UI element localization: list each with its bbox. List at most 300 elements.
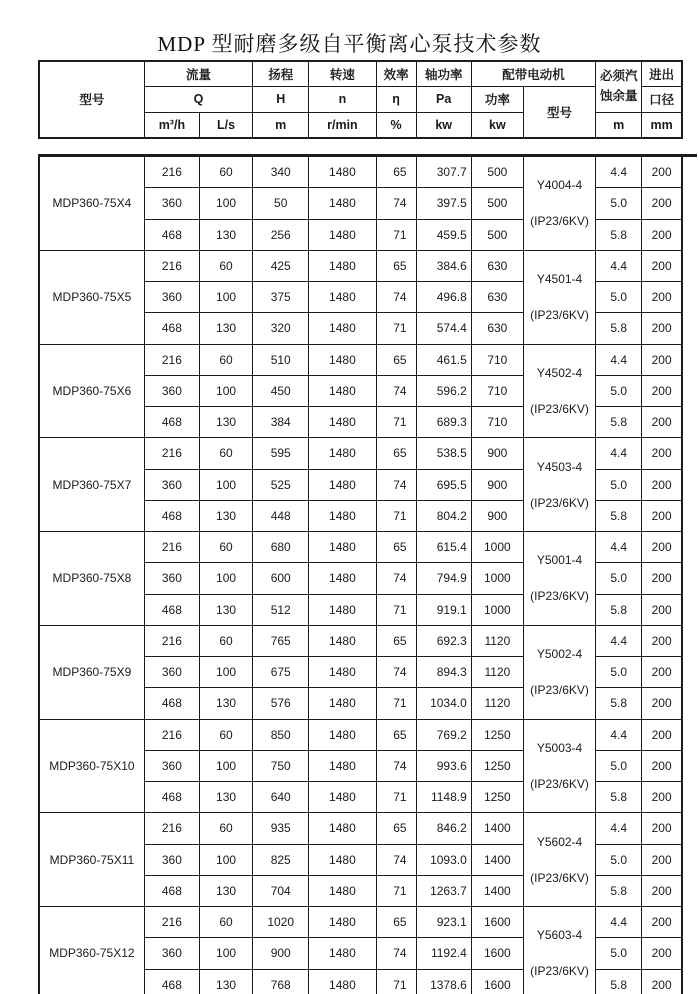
shaft-power-cell: 574.4 <box>416 313 471 344</box>
model-cell: MDP360-75X9 <box>39 625 144 719</box>
flow-m3h-cell: 468 <box>144 782 199 813</box>
flow-ls-cell: 100 <box>199 282 252 313</box>
flow-ls-cell: 100 <box>199 938 252 969</box>
bore-cell: 200 <box>642 813 682 844</box>
shaft-power-cell: 919.1 <box>416 594 471 625</box>
motor-power-cell: 710 <box>471 407 523 438</box>
table-row <box>39 532 682 563</box>
motor-power-cell: 1120 <box>471 688 523 719</box>
efficiency-cell: 74 <box>376 375 416 406</box>
bore-cell: 200 <box>642 594 682 625</box>
motor-model-cell <box>523 532 595 626</box>
table-row <box>39 438 682 469</box>
header-motor-model: 型号 <box>523 87 595 138</box>
motor-model-line: Y5003-4 <box>536 740 583 755</box>
header-efficiency-symbol: η <box>376 87 416 112</box>
efficiency-cell: 74 <box>376 563 416 594</box>
head-cell: 825 <box>253 844 309 875</box>
flow-ls-cell: 60 <box>199 813 252 844</box>
bore-cell: 200 <box>642 438 682 469</box>
motor-power-cell: 900 <box>471 500 523 531</box>
model-cell: MDP360-75X10 <box>39 719 144 813</box>
npsh-cell: 4.4 <box>596 250 642 281</box>
motor-spec-line: (IP23/6KV) <box>530 589 589 604</box>
bore-cell: 200 <box>642 875 682 906</box>
npsh-cell: 5.0 <box>596 750 642 781</box>
efficiency-cell: 65 <box>376 250 416 281</box>
flow-ls-cell: 100 <box>199 750 252 781</box>
efficiency-cell: 71 <box>376 219 416 250</box>
motor-model-line: Y5602-4 <box>536 834 583 849</box>
spec-table-body <box>38 154 683 994</box>
bore-cell: 200 <box>642 782 682 813</box>
shaft-power-cell: 923.1 <box>416 907 471 938</box>
page-title: MDP 型耐磨多级自平衡离心泵技术参数 <box>157 32 542 56</box>
motor-spec-line: (IP23/6KV) <box>530 964 589 979</box>
flow-m3h-cell: 216 <box>144 250 199 281</box>
motor-power-cell: 500 <box>471 219 523 250</box>
flow-m3h-cell: 468 <box>144 688 199 719</box>
head-cell: 320 <box>253 313 309 344</box>
flow-ls-cell: 60 <box>199 532 252 563</box>
motor-power-cell: 1600 <box>471 969 523 994</box>
motor-spec-line: (IP23/6KV) <box>530 776 589 791</box>
bore-cell: 200 <box>642 938 682 969</box>
motor-spec-line: (IP23/6KV) <box>530 401 589 416</box>
speed-cell: 1480 <box>309 719 376 750</box>
flow-m3h-cell: 360 <box>144 657 199 688</box>
bore-cell: 200 <box>642 219 682 250</box>
flow-m3h-cell: 216 <box>144 156 199 188</box>
speed-cell: 1480 <box>309 375 376 406</box>
header-model: 型号 <box>39 61 144 138</box>
npsh-cell: 5.0 <box>596 469 642 500</box>
bore-cell: 200 <box>642 563 682 594</box>
header-flow-unit-ls: L/s <box>199 112 252 138</box>
motor-spec-line: (IP23/6KV) <box>530 870 589 885</box>
npsh-cell: 5.8 <box>596 594 642 625</box>
bore-cell: 200 <box>642 750 682 781</box>
shaft-power-cell: 692.3 <box>416 625 471 656</box>
npsh-cell: 5.8 <box>596 219 642 250</box>
flow-ls-cell: 100 <box>199 469 252 500</box>
npsh-cell: 5.0 <box>596 375 642 406</box>
speed-cell: 1480 <box>309 782 376 813</box>
efficiency-cell: 71 <box>376 407 416 438</box>
model-cell: MDP360-75X5 <box>39 250 144 344</box>
shaft-power-cell: 1148.9 <box>416 782 471 813</box>
header-head: 扬程 <box>253 61 309 87</box>
flow-ls-cell: 60 <box>199 907 252 938</box>
speed-cell: 1480 <box>309 469 376 500</box>
header-npsh-line2: 蚀余量 <box>599 88 638 103</box>
bore-cell: 200 <box>642 188 682 219</box>
head-cell: 510 <box>253 344 309 375</box>
flow-ls-cell: 130 <box>199 407 252 438</box>
motor-power-cell: 1400 <box>471 813 523 844</box>
header-shaft-power-symbol: Pa <box>416 87 471 112</box>
bore-cell: 200 <box>642 313 682 344</box>
speed-cell: 1480 <box>309 344 376 375</box>
header-npsh <box>596 61 642 112</box>
shaft-power-cell: 596.2 <box>416 375 471 406</box>
head-cell: 640 <box>253 782 309 813</box>
speed-cell: 1480 <box>309 282 376 313</box>
motor-power-cell: 1250 <box>471 750 523 781</box>
efficiency-cell: 65 <box>376 625 416 656</box>
motor-power-cell: 1120 <box>471 625 523 656</box>
flow-m3h-cell: 468 <box>144 219 199 250</box>
efficiency-cell: 74 <box>376 188 416 219</box>
efficiency-cell: 71 <box>376 594 416 625</box>
bore-cell: 200 <box>642 344 682 375</box>
shaft-power-cell: 461.5 <box>416 344 471 375</box>
motor-power-cell: 1400 <box>471 844 523 875</box>
header-shaft-power-unit: kw <box>416 112 471 138</box>
header-speed-symbol: n <box>309 87 376 112</box>
npsh-cell: 5.8 <box>596 969 642 994</box>
model-cell: MDP360-75X8 <box>39 532 144 626</box>
motor-model-cell <box>523 719 595 813</box>
speed-cell: 1480 <box>309 219 376 250</box>
speed-cell: 1480 <box>309 938 376 969</box>
head-cell: 425 <box>253 250 309 281</box>
efficiency-cell: 71 <box>376 313 416 344</box>
speed-cell: 1480 <box>309 500 376 531</box>
header-motor-power-unit: kw <box>471 112 523 138</box>
npsh-cell: 4.4 <box>596 532 642 563</box>
motor-power-cell: 1250 <box>471 719 523 750</box>
shaft-power-cell: 615.4 <box>416 532 471 563</box>
flow-m3h-cell: 360 <box>144 188 199 219</box>
flow-ls-cell: 100 <box>199 563 252 594</box>
header-motor-group: 配带电动机 <box>471 61 595 87</box>
flow-m3h-cell: 360 <box>144 938 199 969</box>
efficiency-cell: 74 <box>376 844 416 875</box>
efficiency-cell: 71 <box>376 875 416 906</box>
bore-cell: 200 <box>642 250 682 281</box>
flow-ls-cell: 130 <box>199 594 252 625</box>
motor-power-cell: 630 <box>471 250 523 281</box>
bore-cell: 200 <box>642 625 682 656</box>
flow-ls-cell: 60 <box>199 719 252 750</box>
flow-m3h-cell: 468 <box>144 969 199 994</box>
table-top-rule <box>666 154 697 157</box>
motor-model-line: Y5002-4 <box>536 647 583 662</box>
bore-cell: 200 <box>642 532 682 563</box>
flow-m3h-cell: 360 <box>144 375 199 406</box>
efficiency-cell: 65 <box>376 813 416 844</box>
efficiency-cell: 65 <box>376 438 416 469</box>
head-cell: 680 <box>253 532 309 563</box>
flow-m3h-cell: 216 <box>144 813 199 844</box>
speed-cell: 1480 <box>309 657 376 688</box>
head-cell: 850 <box>253 719 309 750</box>
flow-ls-cell: 100 <box>199 657 252 688</box>
shaft-power-cell: 695.5 <box>416 469 471 500</box>
shaft-power-cell: 1192.4 <box>416 938 471 969</box>
npsh-cell: 5.8 <box>596 500 642 531</box>
efficiency-cell: 74 <box>376 282 416 313</box>
table-row <box>39 719 682 750</box>
motor-power-cell: 710 <box>471 344 523 375</box>
efficiency-cell: 65 <box>376 719 416 750</box>
header-speed-unit: r/min <box>309 112 376 138</box>
efficiency-cell: 71 <box>376 782 416 813</box>
flow-m3h-cell: 216 <box>144 438 199 469</box>
head-cell: 450 <box>253 375 309 406</box>
speed-cell: 1480 <box>309 313 376 344</box>
table-row <box>39 813 682 844</box>
header-shaft-power: 轴功率 <box>416 61 471 87</box>
bore-cell: 200 <box>642 844 682 875</box>
efficiency-cell: 74 <box>376 750 416 781</box>
speed-cell: 1480 <box>309 688 376 719</box>
motor-model-line: Y4501-4 <box>536 272 583 287</box>
motor-model-cell <box>523 625 595 719</box>
bore-cell: 200 <box>642 407 682 438</box>
flow-ls-cell: 60 <box>199 625 252 656</box>
bore-cell: 200 <box>642 907 682 938</box>
header-efficiency: 效率 <box>376 61 416 87</box>
bore-cell: 200 <box>642 500 682 531</box>
bore-cell: 200 <box>642 688 682 719</box>
motor-spec-line: (IP23/6KV) <box>530 308 589 323</box>
shaft-power-cell: 1034.0 <box>416 688 471 719</box>
motor-power-cell: 1120 <box>471 657 523 688</box>
motor-power-cell: 1000 <box>471 532 523 563</box>
efficiency-cell: 65 <box>376 532 416 563</box>
model-cell: MDP360-75X11 <box>39 813 144 907</box>
npsh-cell: 5.8 <box>596 313 642 344</box>
header-bore-unit: mm <box>642 112 682 138</box>
flow-m3h-cell: 468 <box>144 407 199 438</box>
header-motor-power: 功率 <box>471 87 523 112</box>
header-head-symbol: H <box>253 87 309 112</box>
npsh-cell: 5.0 <box>596 938 642 969</box>
bore-cell: 200 <box>642 156 682 188</box>
speed-cell: 1480 <box>309 188 376 219</box>
motor-power-cell: 710 <box>471 375 523 406</box>
efficiency-cell: 71 <box>376 500 416 531</box>
bore-cell: 200 <box>642 969 682 994</box>
head-cell: 675 <box>253 657 309 688</box>
shaft-power-cell: 496.8 <box>416 282 471 313</box>
flow-m3h-cell: 468 <box>144 594 199 625</box>
flow-m3h-cell: 216 <box>144 907 199 938</box>
head-cell: 512 <box>253 594 309 625</box>
header-npsh-unit: m <box>596 112 642 138</box>
flow-m3h-cell: 468 <box>144 313 199 344</box>
speed-cell: 1480 <box>309 750 376 781</box>
flow-ls-cell: 60 <box>199 156 252 188</box>
flow-ls-cell: 60 <box>199 344 252 375</box>
flow-m3h-cell: 360 <box>144 563 199 594</box>
head-cell: 384 <box>253 407 309 438</box>
flow-ls-cell: 130 <box>199 875 252 906</box>
npsh-cell: 4.4 <box>596 907 642 938</box>
motor-power-cell: 500 <box>471 156 523 188</box>
flow-m3h-cell: 216 <box>144 344 199 375</box>
shaft-power-cell: 538.5 <box>416 438 471 469</box>
motor-power-cell: 500 <box>471 188 523 219</box>
flow-ls-cell: 60 <box>199 250 252 281</box>
motor-power-cell: 1250 <box>471 782 523 813</box>
npsh-cell: 4.4 <box>596 625 642 656</box>
npsh-cell: 5.0 <box>596 844 642 875</box>
speed-cell: 1480 <box>309 532 376 563</box>
npsh-cell: 5.8 <box>596 407 642 438</box>
motor-model-cell <box>523 907 595 994</box>
npsh-cell: 5.0 <box>596 282 642 313</box>
motor-power-cell: 900 <box>471 438 523 469</box>
head-cell: 900 <box>253 938 309 969</box>
motor-power-cell: 630 <box>471 313 523 344</box>
efficiency-cell: 74 <box>376 657 416 688</box>
efficiency-cell: 74 <box>376 469 416 500</box>
flow-m3h-cell: 360 <box>144 469 199 500</box>
efficiency-cell: 65 <box>376 344 416 375</box>
table-row <box>39 907 682 938</box>
flow-m3h-cell: 468 <box>144 500 199 531</box>
bore-cell: 200 <box>642 282 682 313</box>
speed-cell: 1480 <box>309 594 376 625</box>
flow-m3h-cell: 216 <box>144 719 199 750</box>
header-bore-line1: 进出 <box>642 61 682 87</box>
motor-model-line: Y4502-4 <box>536 365 583 380</box>
bore-cell: 200 <box>642 719 682 750</box>
motor-spec-line: (IP23/6KV) <box>530 683 589 698</box>
motor-power-cell: 900 <box>471 469 523 500</box>
shaft-power-cell: 894.3 <box>416 657 471 688</box>
flow-ls-cell: 130 <box>199 782 252 813</box>
speed-cell: 1480 <box>309 813 376 844</box>
head-cell: 256 <box>253 219 309 250</box>
npsh-cell: 4.4 <box>596 719 642 750</box>
model-cell: MDP360-75X6 <box>39 344 144 438</box>
npsh-cell: 4.4 <box>596 156 642 188</box>
flow-ls-cell: 100 <box>199 188 252 219</box>
efficiency-cell: 71 <box>376 969 416 994</box>
motor-model-cell <box>523 250 595 344</box>
shaft-power-cell: 384.6 <box>416 250 471 281</box>
motor-model-line: Y5603-4 <box>536 928 583 943</box>
spec-table-header <box>38 60 683 139</box>
header-bore-line2: 口径 <box>642 87 682 112</box>
speed-cell: 1480 <box>309 907 376 938</box>
model-cell: MDP360-75X4 <box>39 156 144 251</box>
motor-power-cell: 1600 <box>471 907 523 938</box>
flow-m3h-cell: 468 <box>144 875 199 906</box>
header-flow-unit-m3h: m³/h <box>144 112 199 138</box>
speed-cell: 1480 <box>309 875 376 906</box>
flow-ls-cell: 130 <box>199 688 252 719</box>
head-cell: 600 <box>253 563 309 594</box>
shaft-power-cell: 307.7 <box>416 156 471 188</box>
head-cell: 340 <box>253 156 309 188</box>
npsh-cell: 5.8 <box>596 688 642 719</box>
npsh-cell: 4.4 <box>596 344 642 375</box>
npsh-cell: 5.8 <box>596 875 642 906</box>
speed-cell: 1480 <box>309 407 376 438</box>
header-speed: 转速 <box>309 61 376 87</box>
speed-cell: 1480 <box>309 156 376 188</box>
bore-cell: 200 <box>642 469 682 500</box>
model-cell: MDP360-75X12 <box>39 907 144 994</box>
npsh-cell: 4.4 <box>596 438 642 469</box>
head-cell: 704 <box>253 875 309 906</box>
model-cell: MDP360-75X7 <box>39 438 144 532</box>
speed-cell: 1480 <box>309 969 376 994</box>
efficiency-cell: 65 <box>376 156 416 188</box>
speed-cell: 1480 <box>309 250 376 281</box>
flow-ls-cell: 100 <box>199 375 252 406</box>
efficiency-cell: 74 <box>376 938 416 969</box>
flow-m3h-cell: 360 <box>144 750 199 781</box>
motor-model-line: Y5001-4 <box>536 553 583 568</box>
table-row <box>39 156 682 188</box>
shaft-power-cell: 459.5 <box>416 219 471 250</box>
head-cell: 525 <box>253 469 309 500</box>
flow-ls-cell: 130 <box>199 969 252 994</box>
head-cell: 50 <box>253 188 309 219</box>
flow-ls-cell: 130 <box>199 500 252 531</box>
flow-ls-cell: 130 <box>199 219 252 250</box>
shaft-power-cell: 1378.6 <box>416 969 471 994</box>
motor-power-cell: 1600 <box>471 938 523 969</box>
head-cell: 576 <box>253 688 309 719</box>
header-flow-symbol: Q <box>144 87 252 112</box>
shaft-power-cell: 846.2 <box>416 813 471 844</box>
npsh-cell: 5.8 <box>596 782 642 813</box>
efficiency-cell: 65 <box>376 907 416 938</box>
flow-ls-cell: 60 <box>199 438 252 469</box>
shaft-power-cell: 397.5 <box>416 188 471 219</box>
flow-m3h-cell: 360 <box>144 844 199 875</box>
header-head-unit: m <box>253 112 309 138</box>
motor-power-cell: 1400 <box>471 875 523 906</box>
flow-m3h-cell: 360 <box>144 282 199 313</box>
head-cell: 765 <box>253 625 309 656</box>
npsh-cell: 5.0 <box>596 188 642 219</box>
npsh-cell: 5.0 <box>596 563 642 594</box>
shaft-power-cell: 993.6 <box>416 750 471 781</box>
head-cell: 595 <box>253 438 309 469</box>
shaft-power-cell: 804.2 <box>416 500 471 531</box>
head-cell: 448 <box>253 500 309 531</box>
header-efficiency-unit: % <box>376 112 416 138</box>
head-cell: 750 <box>253 750 309 781</box>
flow-ls-cell: 130 <box>199 313 252 344</box>
motor-power-cell: 1000 <box>471 563 523 594</box>
motor-model-cell <box>523 156 595 251</box>
bore-cell: 200 <box>642 375 682 406</box>
table-row <box>39 344 682 375</box>
flow-m3h-cell: 216 <box>144 532 199 563</box>
shaft-power-cell: 1093.0 <box>416 844 471 875</box>
speed-cell: 1480 <box>309 844 376 875</box>
npsh-cell: 4.4 <box>596 813 642 844</box>
speed-cell: 1480 <box>309 438 376 469</box>
speed-cell: 1480 <box>309 563 376 594</box>
motor-model-line: Y4004-4 <box>536 178 583 193</box>
shaft-power-cell: 769.2 <box>416 719 471 750</box>
table-row <box>39 625 682 656</box>
motor-power-cell: 1000 <box>471 594 523 625</box>
motor-power-cell: 630 <box>471 282 523 313</box>
head-cell: 935 <box>253 813 309 844</box>
motor-spec-line: (IP23/6KV) <box>530 214 589 229</box>
